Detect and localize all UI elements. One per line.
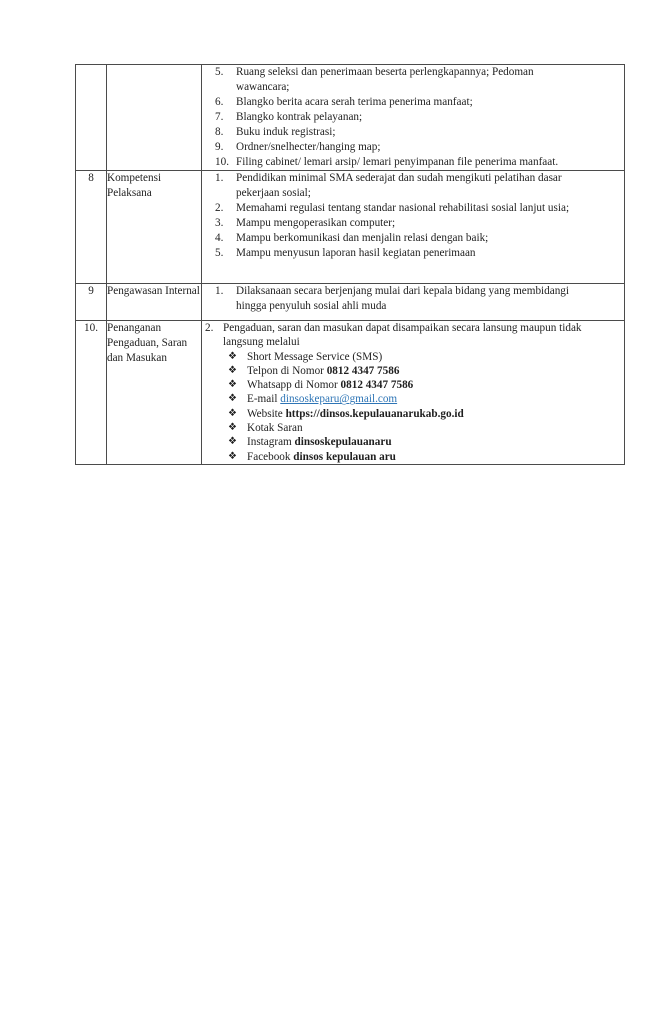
- text-line: [223, 335, 624, 349]
- text-segment: pekerjaan sosial;: [236, 187, 311, 199]
- text-line: [247, 392, 624, 406]
- text-line: [236, 125, 624, 140]
- text-segment: Mampu mengoperasikan computer;: [236, 217, 396, 229]
- text-segment: Blangko berita acara serah terima penerima manfaat;: [236, 96, 473, 108]
- list-item: [202, 321, 624, 350]
- list-item: [202, 95, 624, 110]
- text-line: [236, 246, 624, 261]
- text-line: [236, 186, 624, 201]
- diamond-bullet-icon: ❖: [228, 450, 237, 462]
- list-number: 6.: [215, 96, 224, 108]
- text-line: [247, 450, 624, 464]
- text-segment: Mampu menyusun laporan hasil kegiatan penerimaan: [236, 247, 476, 259]
- text-segment: Whatsapp di Nomor: [247, 379, 341, 392]
- diamond-bullet-icon: ❖: [228, 350, 237, 362]
- text-line: [236, 65, 624, 80]
- text-segment: Short Message Service (SMS): [247, 350, 383, 363]
- text-line: [247, 378, 624, 392]
- text-segment: hingga penyuluh sosial ahli muda: [236, 300, 387, 312]
- text-line: [236, 140, 624, 155]
- text-segment: E-mail: [247, 393, 281, 406]
- text-line: [236, 231, 624, 246]
- list-number: 10.: [215, 156, 229, 168]
- text-segment: Ruang seleksi dan penerimaan beserta perlengkapannya; Pedoman: [236, 66, 534, 78]
- list-item: [202, 216, 624, 231]
- row-content-cell: [202, 321, 625, 465]
- text-line: [247, 350, 624, 364]
- row-number-cell: [76, 65, 107, 171]
- text-segment: Dilaksanaan secara berjenjang mulai dari kepala bidang yang membidangi: [236, 285, 570, 297]
- diamond-bullet-icon: ❖: [228, 393, 237, 405]
- text-line: [247, 435, 624, 449]
- text-segment: dinsos kepulauan aru: [293, 450, 396, 463]
- text-segment: langsung melalui: [223, 336, 300, 349]
- list-number: 2.: [205, 322, 214, 334]
- text-line: [247, 407, 624, 421]
- row-label-cell: Kompetensi Pelaksana: [107, 171, 202, 284]
- text-line: [236, 80, 624, 95]
- text-segment: Facebook: [247, 450, 294, 463]
- list-item: [202, 110, 624, 125]
- service-standard-table: [75, 64, 625, 465]
- text-segment: dinsoskepulauanaru: [294, 436, 392, 449]
- diamond-bullet-icon: ❖: [228, 379, 237, 391]
- table-row: [76, 321, 625, 465]
- email-link[interactable]: dinsoskeparu@gmail.com: [280, 393, 398, 406]
- list-item: [202, 392, 624, 406]
- text-line: [236, 201, 624, 216]
- text-line: [236, 155, 624, 170]
- text-segment: Ordner/snelhecter/hanging map;: [236, 141, 381, 153]
- list-number: 5.: [215, 66, 224, 78]
- text-segment: https://dinsos.kepulauanarukab.go.id: [285, 407, 464, 420]
- list-number: 1.: [215, 285, 224, 297]
- list-item: [202, 421, 624, 435]
- row-content-cell: [202, 284, 625, 321]
- list-item: [202, 140, 624, 155]
- diamond-bullet-icon: ❖: [228, 422, 237, 434]
- row-number-cell: 10.: [76, 321, 107, 465]
- text-line: [236, 216, 624, 231]
- text-line: [223, 321, 624, 335]
- diamond-bullet-icon: ❖: [228, 364, 237, 376]
- text-segment: Telpon di Nomor: [247, 364, 327, 377]
- text-segment: Mampu berkomunikasi dan menjalin relasi dengan baik;: [236, 232, 489, 244]
- row-content-cell: [202, 171, 625, 284]
- text-segment: Memahami regulasi tentang standar nasional rehabilitasi sosial lanjut usia;: [236, 202, 570, 214]
- text-segment: wawancara;: [236, 81, 290, 93]
- list-number: 9.: [215, 141, 224, 153]
- text-segment: Website: [247, 407, 286, 420]
- row-number-cell: 8: [76, 171, 107, 284]
- text-line: [236, 284, 624, 299]
- diamond-bullet-icon: ❖: [228, 407, 237, 419]
- list-item: [202, 231, 624, 246]
- table-row: [76, 171, 625, 284]
- list-number: 8.: [215, 126, 224, 138]
- list-item: [202, 378, 624, 392]
- text-line: [247, 364, 624, 378]
- text-segment: Filing cabinet/ lemari arsip/ lemari penyimpanan file penerima manfaat.: [236, 156, 559, 168]
- list-item: [202, 171, 624, 201]
- text-segment: Kotak Saran: [247, 422, 303, 435]
- list-item: [202, 364, 624, 378]
- list-item: [202, 65, 624, 95]
- row-label-cell: Penanganan Pengaduan, Saran dan Masukan: [107, 321, 202, 465]
- text-line: [236, 299, 624, 314]
- table-body: [76, 65, 625, 465]
- row-content-cell: [202, 65, 625, 171]
- list-item: [202, 350, 624, 364]
- list-item: [202, 407, 624, 421]
- text-line: [236, 95, 624, 110]
- list-item: [202, 125, 624, 140]
- diamond-bullet-icon: ❖: [228, 436, 237, 448]
- list-item: [202, 435, 624, 449]
- text-line: [236, 110, 624, 125]
- text-segment: Instagram: [247, 436, 295, 449]
- list-number: 7.: [215, 111, 224, 123]
- list-number: 4.: [215, 232, 224, 244]
- list-number: 2.: [215, 202, 224, 214]
- row-label-cell: Pengawasan Internal: [107, 284, 202, 321]
- row-label-cell: [107, 65, 202, 171]
- list-number: 1.: [215, 172, 224, 184]
- list-item: [202, 246, 624, 261]
- list-item: [202, 450, 624, 464]
- list-item: [202, 201, 624, 216]
- text-line: [247, 421, 624, 435]
- list-number: 3.: [215, 217, 224, 229]
- text-segment: 0812 4347 7586: [340, 379, 414, 392]
- table-row: [76, 284, 625, 321]
- text-segment: Blangko kontrak pelayanan;: [236, 111, 363, 123]
- text-segment: 0812 4347 7586: [326, 364, 400, 377]
- text-segment: Pengaduan, saran dan masukan dapat disampaikan secara lansung maupun tidak: [223, 322, 582, 334]
- list-number: 5.: [215, 247, 224, 259]
- list-item: [202, 155, 624, 170]
- list-item: [202, 284, 624, 314]
- row-number-cell: 9: [76, 284, 107, 321]
- table-row: [76, 65, 625, 171]
- text-segment: Buku induk registrasi;: [236, 126, 336, 138]
- text-line: [236, 171, 624, 186]
- text-segment: Pendidikan minimal SMA sederajat dan sudah mengikuti pelatihan dasar: [236, 172, 562, 184]
